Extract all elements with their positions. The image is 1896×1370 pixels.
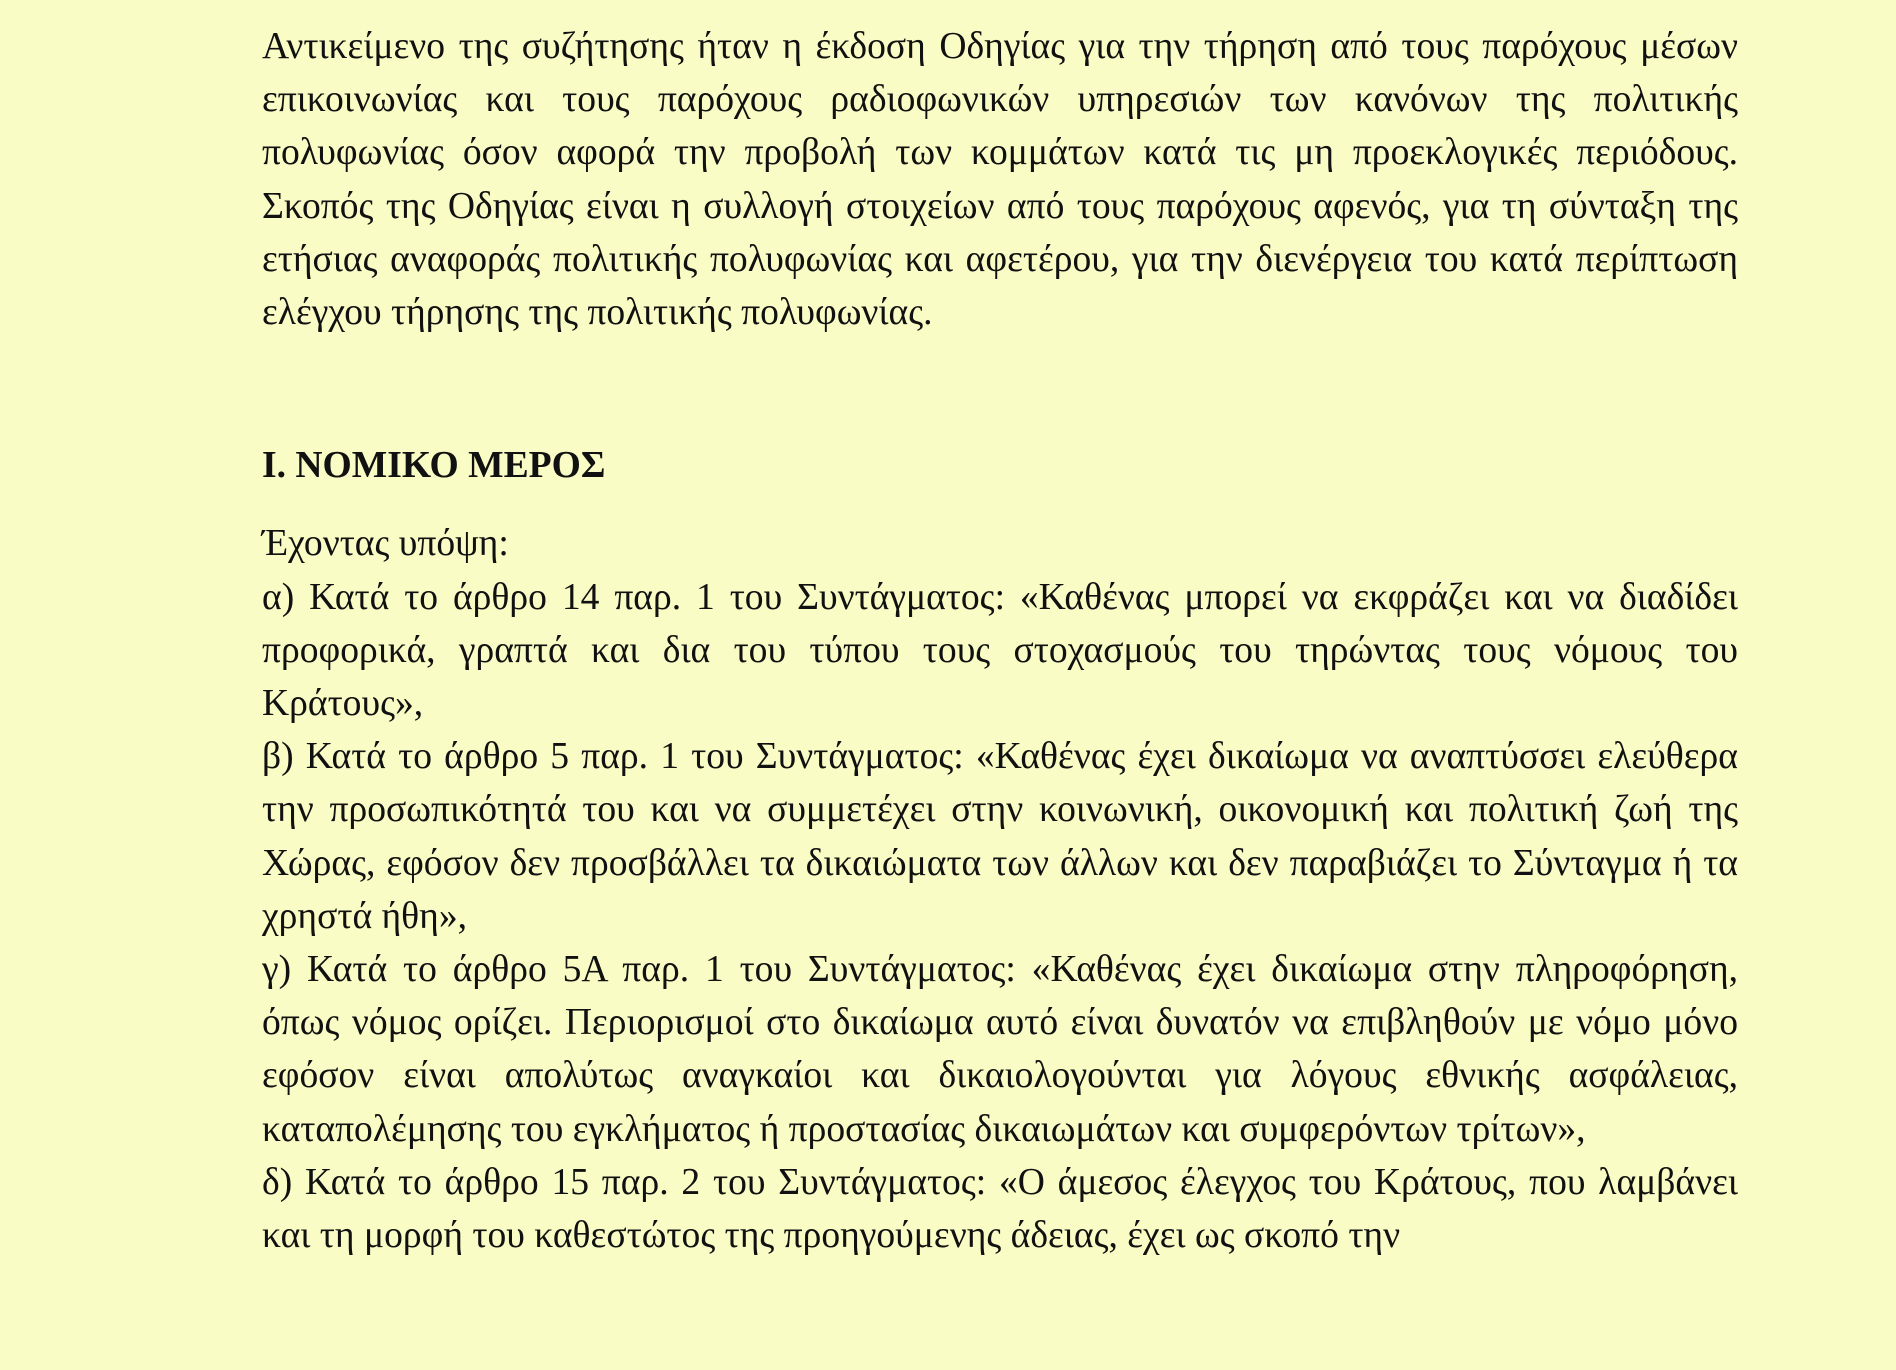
document-page	[262, 20, 1738, 1262]
list-item-c: γ) Κατά το άρθρο 5Α παρ. 1 του Συντάγματος: «Καθένας έχει δικαίωμα στην πληροφόρηση, όπως νόμος ορίζει. Περιορισμοί στο δικαίωμα αυτό είναι δυνατόν να επιβληθούν με νόμο μόνο εφόσον είναι απολύτως αναγκαίοι και δικαιολογούνται για λόγους εθνικής ασφάλειας, καταπολέμησης του εγκλήματος ή προστασίας δικαιωμάτων και συμφερόντων τρίτων»,	[262, 949, 1738, 1150]
section-heading: I. ΝΟΜΙΚΟ ΜΕΡΟΣ	[262, 445, 606, 487]
intro-paragraph: Αντικείμενο της συζήτησης ήταν η έκδοση Οδηγίας για την τήρηση από τους παρόχους μέσων επικοινωνίας και τους παρόχους ραδιοφωνικών υπηρεσιών των κανόνων της πολιτικής πολυφωνίας όσον αφορά την προβολή των κομμάτων κατά τις μη προεκλογικές περιόδους. Σκοπός της Οδηγίας είναι η συλλογή στοιχείων από τους παρόχους αφενός, για τη σύνταξη της ετήσιας αναφοράς πολιτικής πολυφωνίας και αφετέρου, για την διενέργεια του κατά περίπτωση ελέγχου τήρησης της πολιτικής πολυφωνίας.	[262, 26, 1738, 334]
list-item-b: β) Κατά το άρθρο 5 παρ. 1 του Συντάγματος: «Καθένας έχει δικαίωμα να αναπτύσσει ελεύθερα την προσωπικότητά του και να συμμετέχει στην κοινωνική, οικονομική και πολιτική ζωή της Χώρας, εφόσον δεν προσβάλλει τα δικαιώματα των άλλων και δεν παραβιάζει το Σύνταγμα ή τα χρηστά ήθη»,	[262, 736, 1738, 937]
list-item-d: δ) Κατά το άρθρο 15 παρ. 2 του Συντάγματος: «Ο άμεσος έλεγχος του Κράτους, που λαμβάνει και τη μορφή του καθεστώτος της προηγούμενης άδειας, έχει ως σκοπό την	[262, 1161, 1738, 1257]
considering-label: Έχοντας υπόψη:	[262, 523, 509, 565]
list-item-a: α) Κατά το άρθρο 14 παρ. 1 του Συντάγματος: «Καθένας μπορεί να εκφράζει και να διαδίδει προφορικά, γραπτά και δια του τύπου τους στοχασμούς του τηρώντας τους νόμους του Κράτους»,	[262, 576, 1738, 725]
